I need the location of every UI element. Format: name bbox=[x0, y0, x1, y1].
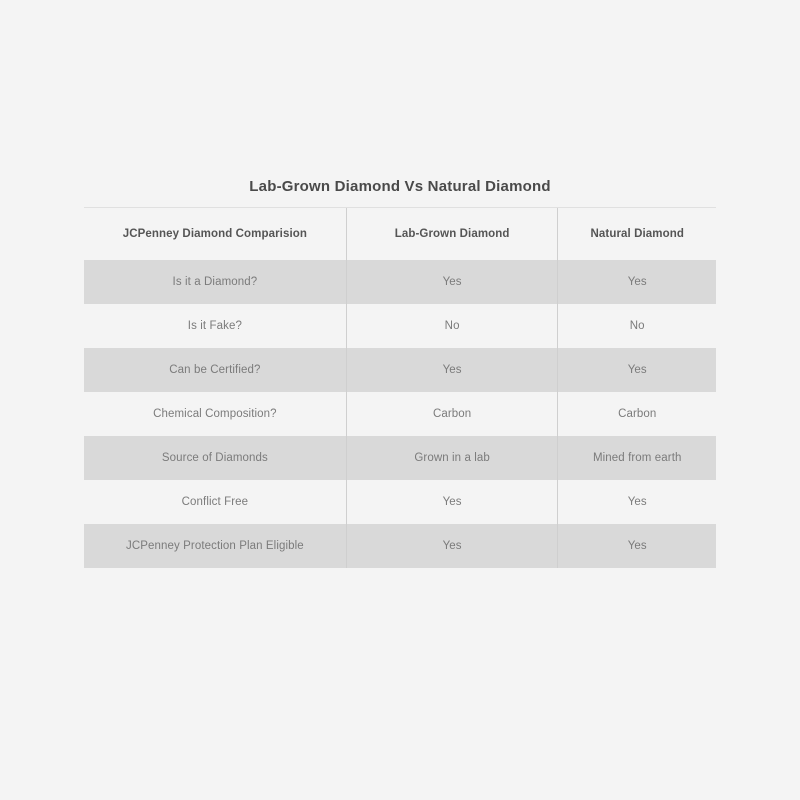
column-header-lab-grown: Lab-Grown Diamond bbox=[346, 208, 558, 260]
row-value-lab-grown: Yes bbox=[346, 348, 558, 392]
row-value-lab-grown: Yes bbox=[346, 480, 558, 524]
row-label: Chemical Composition? bbox=[153, 408, 277, 420]
row-label: Can be Certified? bbox=[84, 348, 346, 392]
row-value-natural: Yes bbox=[558, 260, 716, 304]
row-label: Source of Diamonds bbox=[84, 436, 346, 480]
row-label: Is it a Diamond? bbox=[84, 260, 346, 304]
table-row bbox=[84, 392, 716, 436]
row-value-natural: Carbon bbox=[618, 408, 657, 420]
row-value-lab-grown: Carbon bbox=[346, 392, 558, 436]
table-row bbox=[84, 480, 716, 524]
row-value-natural: Yes bbox=[558, 524, 716, 568]
table-row bbox=[84, 304, 716, 348]
page-title: Lab-Grown Diamond Vs Natural Diamond bbox=[84, 178, 716, 208]
row-value-lab-grown: No bbox=[346, 304, 558, 348]
table-row bbox=[84, 348, 716, 392]
row-value-lab-grown: Grown in a lab bbox=[346, 436, 558, 480]
row-value-natural: No bbox=[629, 320, 645, 332]
column-header-feature: JCPenney Diamond Comparision bbox=[122, 228, 308, 240]
row-label: Conflict Free bbox=[181, 496, 249, 508]
table-row bbox=[84, 436, 716, 480]
row-value-natural: Yes bbox=[558, 348, 716, 392]
row-label: Is it Fake? bbox=[187, 320, 242, 332]
row-value-natural: Yes bbox=[627, 496, 647, 508]
row-value-lab-grown: Yes bbox=[346, 524, 558, 568]
table-body bbox=[84, 260, 716, 568]
row-value-lab-grown: Yes bbox=[346, 260, 558, 304]
table-header bbox=[84, 208, 716, 260]
table-header-row bbox=[84, 208, 716, 260]
table-row bbox=[84, 524, 716, 568]
row-label: JCPenney Protection Plan Eligible bbox=[84, 524, 346, 568]
row-value-natural: Mined from earth bbox=[558, 436, 716, 480]
table-row bbox=[84, 260, 716, 304]
column-header-natural: Natural Diamond bbox=[590, 228, 684, 240]
comparison-section bbox=[84, 178, 716, 568]
comparison-table bbox=[84, 208, 716, 568]
